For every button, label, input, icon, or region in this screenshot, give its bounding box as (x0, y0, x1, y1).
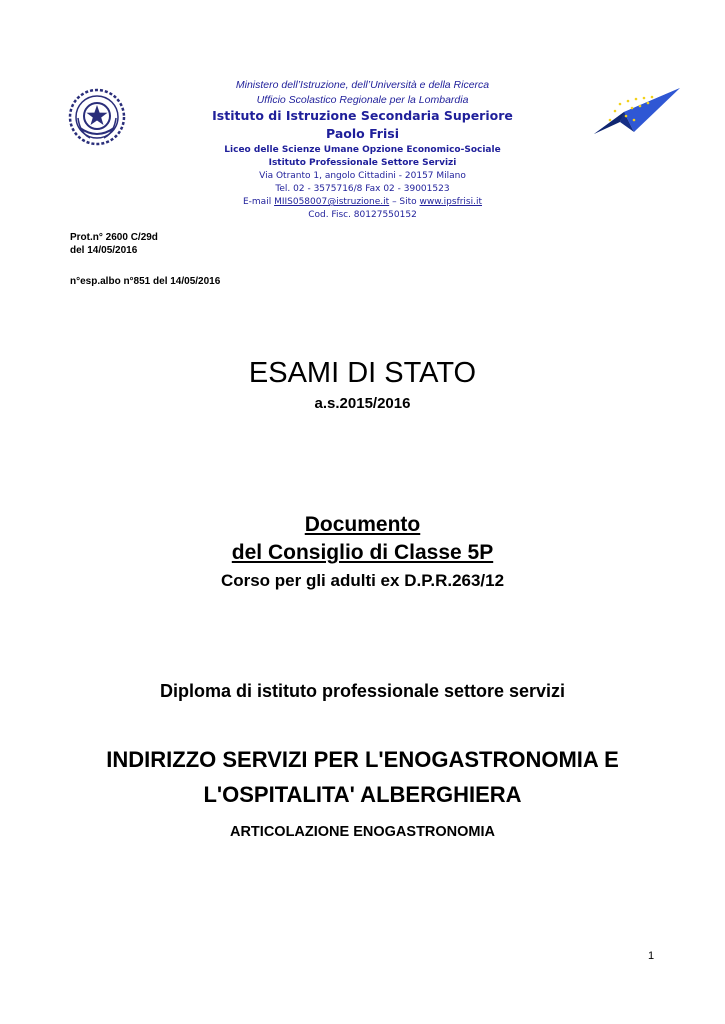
indirizzo-heading-line1: INDIRIZZO SERVIZI PER L'ENOGASTRONOMIA E (106, 747, 619, 772)
protocol-number: Prot.n° 2600 C/29d (70, 232, 158, 243)
address-line: Via Otranto 1, angolo Cittadini - 20157 Milano (259, 171, 466, 181)
regional-office-line: Ufficio Scolastico Regionale per la Lombardia (256, 94, 469, 106)
site-prefix: – Sito (389, 197, 420, 207)
school-year: a.s.2015/2016 (314, 395, 411, 412)
school-letterhead (0, 78, 725, 222)
class-council-heading: del Consiglio di Classe 5P (231, 541, 494, 564)
page-title: ESAMI DI STATO (248, 357, 477, 389)
ministry-line: Ministero dell’Istruzione, dell’Università e della Ricerca (235, 79, 490, 91)
fiscal-code-line: Cod. Fisc. 80127550152 (308, 210, 417, 220)
indirizzo-heading-line2: L'OSPITALITA' ALBERGHIERA (203, 782, 522, 807)
document-heading: Documento (304, 513, 421, 536)
diploma-heading: Diploma di istituto professionale settore servizi (159, 681, 566, 701)
phone-line: Tel. 02 - 3575716/8 Fax 02 - 39001523 (275, 184, 450, 194)
albo-number: n°esp.albo n°851 del 14/05/2016 (70, 276, 221, 287)
school-name: Paolo Frisi (326, 126, 399, 141)
email-link[interactable]: MIIS058007@istruzione.it (274, 197, 390, 207)
articolazione-heading: ARTICOLAZIONE ENOGASTRONOMIA (229, 824, 496, 840)
istituto-line: Istituto Professionale Settore Servizi (268, 158, 457, 168)
page-number: 1 (648, 950, 655, 962)
liceo-line: Liceo delle Scienze Umane Opzione Economico-Sociale (224, 145, 501, 155)
contact-line (0, 196, 725, 209)
website-link[interactable]: www.ipsfrisi.it (419, 197, 483, 207)
course-subtitle: Corso per gli adulti ex D.P.R.263/12 (220, 571, 505, 590)
email-prefix: E-mail (242, 197, 275, 207)
school-type-line: Istituto di Istruzione Secondaria Superiore (212, 108, 513, 123)
protocol-date: del 14/05/2016 (70, 245, 138, 256)
